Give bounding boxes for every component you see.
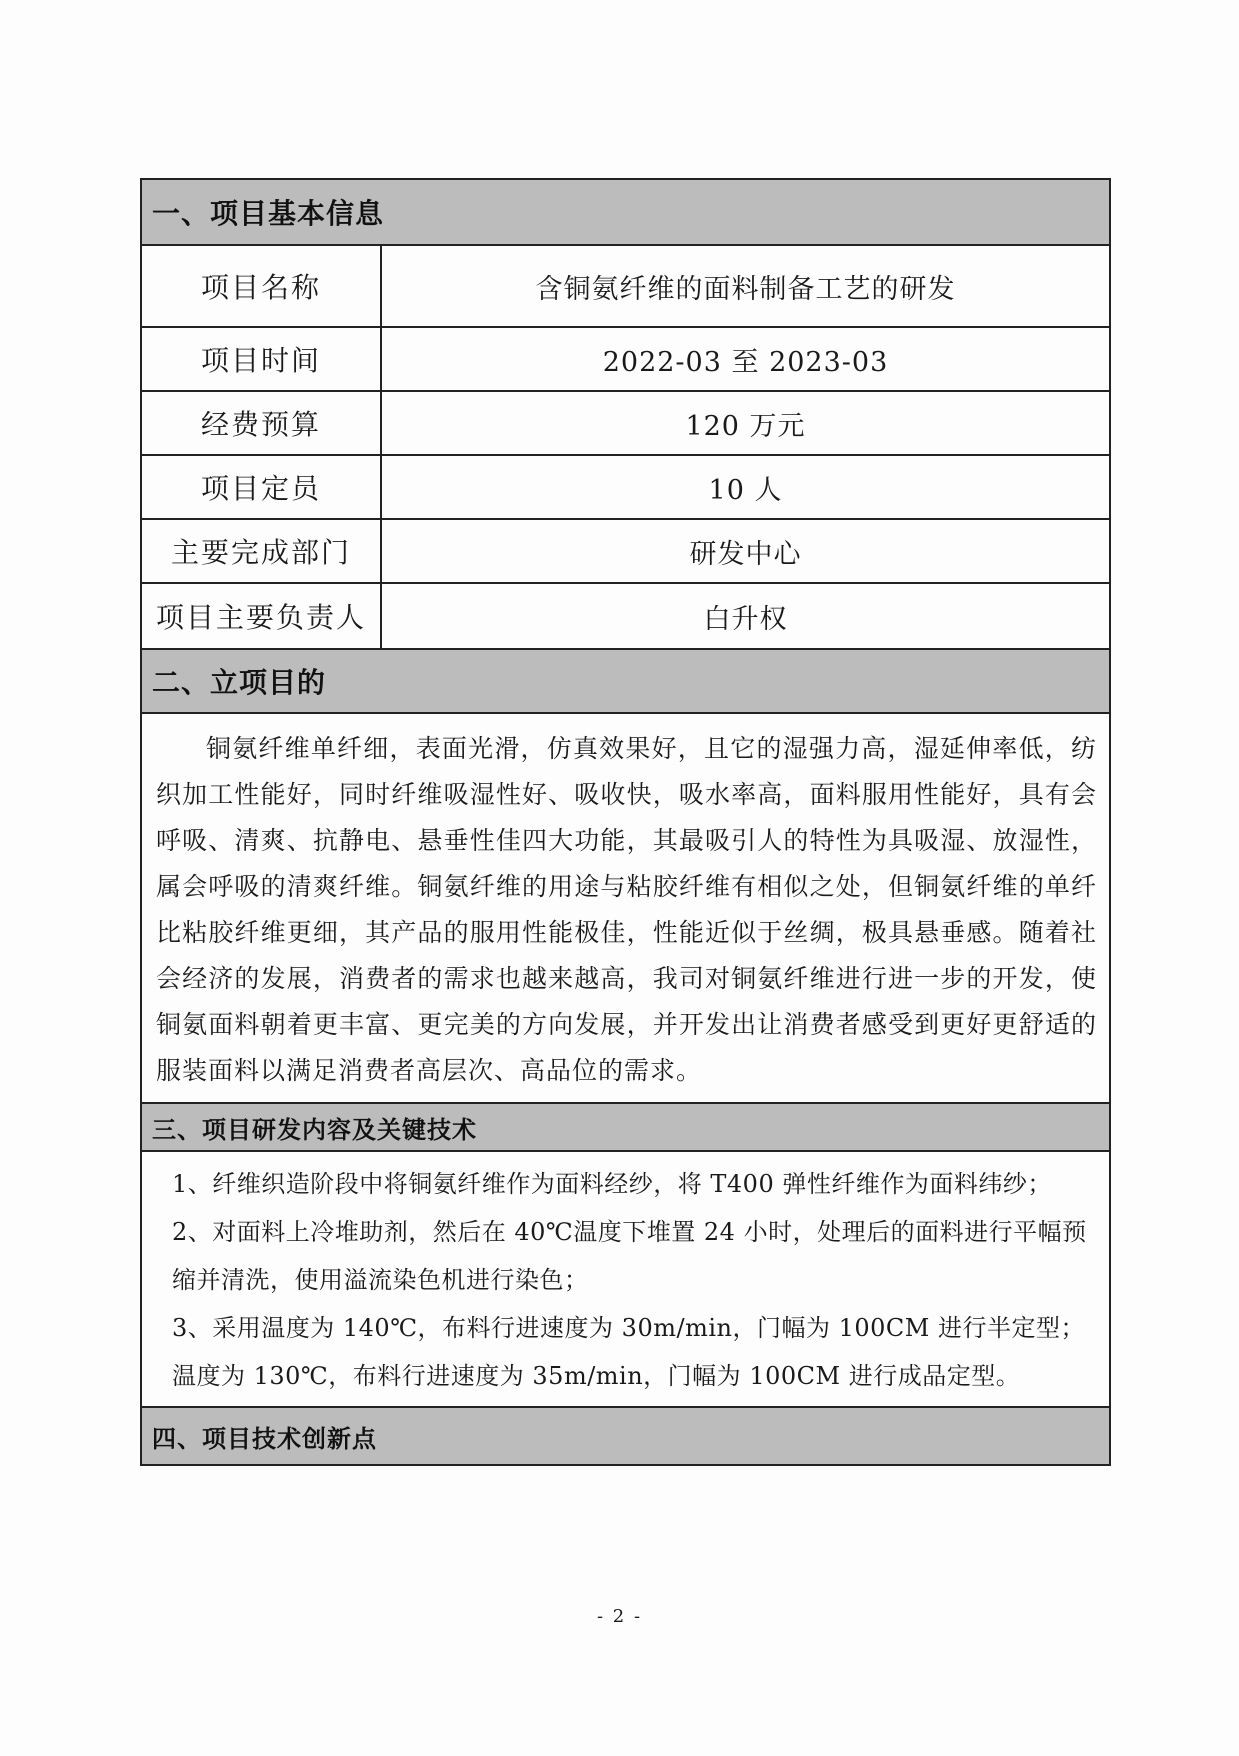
project-lead-value: 白升权	[381, 583, 1110, 649]
table-row	[141, 583, 1110, 649]
project-time-label: 项目时间	[141, 327, 381, 391]
project-name-value: 含铜氨纤维的面料制备工艺的研发	[381, 245, 1110, 327]
list-item: 3、采用温度为 140℃，布料行进速度为 30m/min，门幅为 100CM 进行半定型；温度为 130℃，布料行进速度为 35m/min，门幅为 100CM 进行成品定型。	[172, 1314, 1085, 1390]
project-name-label: 项目名称	[141, 245, 381, 327]
section-1-title: 一、项目基本信息	[141, 179, 1110, 245]
table-row	[141, 391, 1110, 455]
table-row	[141, 327, 1110, 391]
staff-label: 项目定员	[141, 455, 381, 519]
table-row	[141, 245, 1110, 327]
page-number: - 2 -	[596, 1606, 643, 1627]
project-purpose-text: 铜氨纤维单纤细，表面光滑，仿真效果好，且它的湿强力高，湿延伸率低，纺织加工性能好，同时纤维吸湿性好、吸收快，吸水率高，面料服用性能好，具有会呼吸、清爽、抗静电、悬垂性佳四大功能，其最吸引人的特性为具吸湿、放湿性，属会呼吸的清爽纤维。铜氨纤维的用途与粘胶纤维有相似之处，但铜氨纤维的单纤比粘胶纤维更细，其产品的服用性能极佳，性能近似于丝绸，极具悬垂感。随着社会经济的发展，消费者的需求也越来越高，我司对铜氨纤维进行进一步的开发，使铜氨面料朝着更丰富、更完美的方向发展，并开发出让消费者感受到更好更舒适的服装面料以满足消费者高层次、高品位的需求。	[141, 713, 1110, 1103]
project-time-value: 2022-03 至 2023-03	[381, 327, 1110, 391]
budget-value: 120 万元	[381, 391, 1110, 455]
rd-content-list	[141, 1151, 1110, 1407]
department-value: 研发中心	[381, 519, 1110, 583]
section-2-body-row	[141, 713, 1110, 1103]
list-item: 2、对面料上冷堆助剂，然后在 40℃温度下堆置 24 小时，处理后的面料进行平幅预缩并清洗，使用溢流染色机进行染色；	[172, 1218, 1087, 1294]
project-lead-label: 项目主要负责人	[141, 583, 381, 649]
section-4-title: 四、项目技术创新点	[141, 1407, 1110, 1465]
table-row	[141, 519, 1110, 583]
section-2-title: 二、立项目的	[141, 649, 1110, 713]
section-2-header-row	[141, 649, 1110, 713]
section-4-header-row	[141, 1407, 1110, 1465]
staff-value: 10 人	[381, 455, 1110, 519]
section-1-header-row	[141, 179, 1110, 245]
section-3-header-row	[141, 1103, 1110, 1151]
project-info-table	[140, 178, 1111, 1466]
table-row	[141, 455, 1110, 519]
budget-label: 经费预算	[141, 391, 381, 455]
department-label: 主要完成部门	[141, 519, 381, 583]
section-3-title: 三、项目研发内容及关键技术	[141, 1103, 1110, 1151]
section-3-body-row	[141, 1151, 1110, 1407]
list-item: 1、纤维织造阶段中将铜氨纤维作为面料经纱，将 T400 弹性纤维作为面料纬纱；	[172, 1170, 1052, 1198]
